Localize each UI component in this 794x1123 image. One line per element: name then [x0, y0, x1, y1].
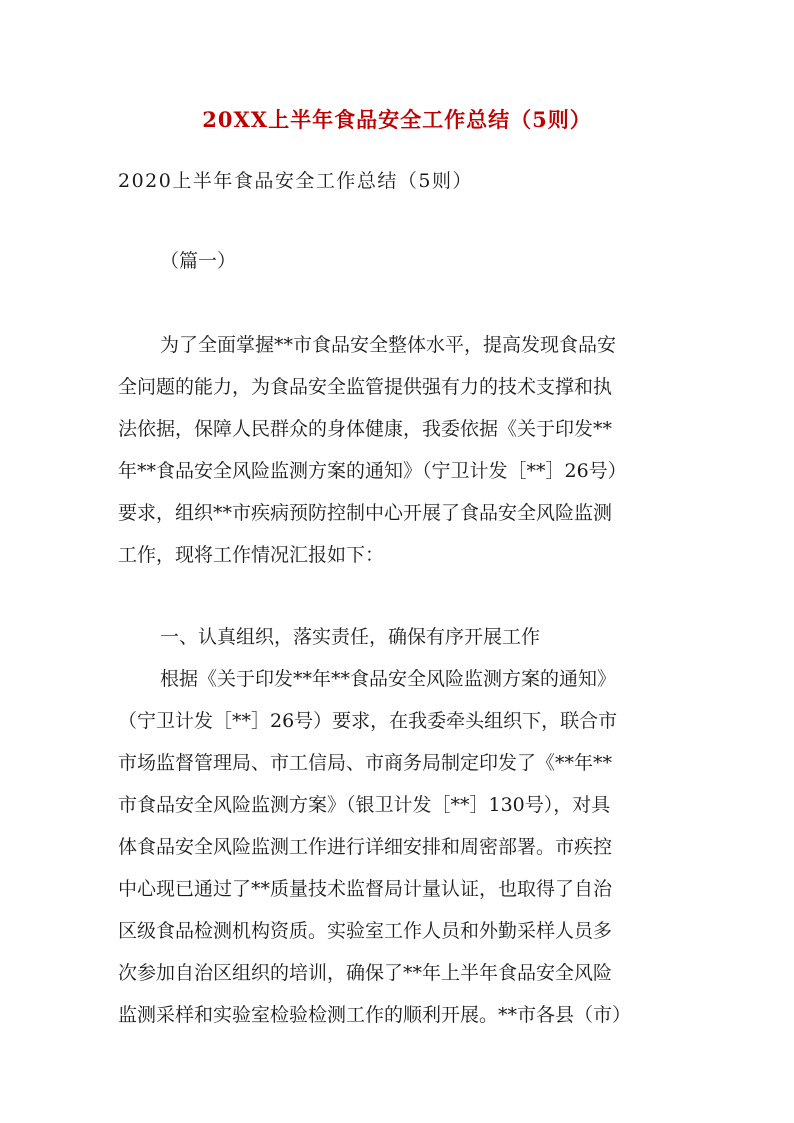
body-line: 中心现已通过了**质量技术监督局计量认证，也取得了自治: [118, 878, 613, 900]
body-line: 体食品安全风险监测工作进行详细安排和周密部署。市疾控: [118, 836, 613, 858]
intro-line: 要求，组织**市疾病预防控制中心开展了食品安全风险监测: [118, 502, 613, 524]
section-heading: 一、认真组织，落实责任，确保有序开展工作: [160, 626, 541, 648]
body-line: 监测采样和实验室检验检测工作的顺利开展。**市各县（市）: [118, 1004, 632, 1026]
intro-line: 法依据，保障人民群众的身体健康，我委依据《关于印发**: [118, 418, 613, 440]
intro-line: 为了全面掌握**市食品安全整体水平，提高发现食品安: [160, 334, 617, 356]
section-label: （篇一）: [160, 250, 237, 272]
intro-line: 工作，现将工作情况汇报如下：: [118, 544, 385, 566]
document-title: 20XX上半年食品安全工作总结（5则）: [202, 107, 592, 132]
body-line: 市食品安全风险监测方案》（银卫计发［**］130号），对具: [118, 794, 611, 816]
body-line: 市场监督管理局、市工信局、市商务局制定印发了《**年**: [118, 752, 613, 774]
body-line: （宁卫计发［**］26号）要求，在我委牵头组织下，联合市: [118, 710, 618, 732]
body-line: 次参加自治区组织的培训，确保了**年上半年食品安全风险: [118, 962, 613, 984]
intro-line: 年**食品安全风险监测方案的通知》（宁卫计发［**］26号）: [118, 460, 627, 482]
intro-line: 全问题的能力，为食品安全监管提供强有力的技术支撑和执: [118, 376, 613, 398]
body-line: 根据《关于印发**年**食品安全风险监测方案的通知》: [160, 668, 617, 690]
body-line: 区级食品检测机构资质。实验室工作人员和外勤采样人员多: [118, 920, 613, 942]
document-subtitle: 2020上半年食品安全工作总结（5则）: [118, 170, 473, 192]
